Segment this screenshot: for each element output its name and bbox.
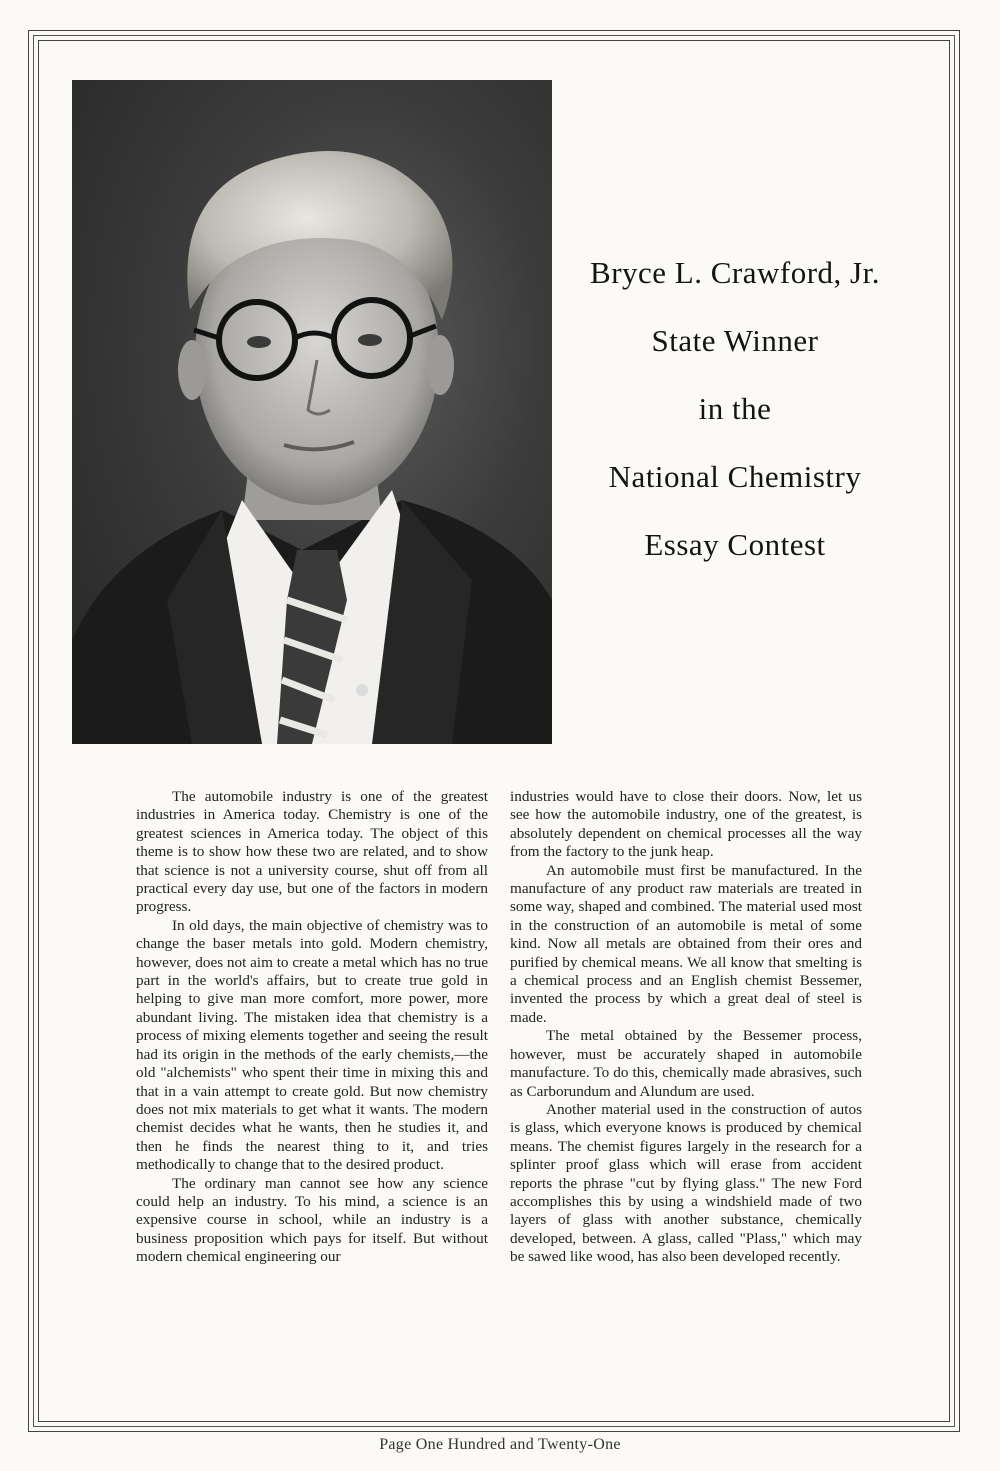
essay-paragraph: Another material used in the construction of autos is glass, which everyone knows is produced by chemical means. The chemist figures largely in the research for a splinter proof glass which will erase from accident reports the phrase "cut by flying glass." The new Ford accomplishes this by using a windshield made of two layers of glass with another substance, chemically developed, between. A glass, called "Plass," which may be sawed like wood, has also been developed recently. [510,1100,862,1266]
essay-paragraph: The ordinary man cannot see how any science could help an industry. To his mind, a science is an expensive course in school, while an industry is a business proposition which pays for itself. But without modern chemical engineering our [136,1174,488,1266]
article-heading [570,248,900,588]
essay-paragraph: An automobile must first be manufactured. In the manufacture of any product raw materials are treated in some way, shaped and combined. The material used most in the construction of an automobile is metal of some kind. Now all metals are obtained from their ores and purified by chemical means. We all know that smelting is a chemical process and an English chemist Bessemer, invented the process by which a great deal of steel is made. [510,861,862,1026]
heading-line-state-winner: State Winner [651,323,819,358]
essay-paragraph: The metal obtained by the Bessemer process, however, must be accurately shaped in automobile manufacture. To do this, chemically made abrasives, such as Carborundum and Alundum are used. [510,1027,862,1100]
heading-line-national-chemistry: National Chemistry [608,459,862,494]
essay-column-left [136,788,488,1267]
essay-paragraph: industries would have to close their doors. Now, let us see how the automobile industry, one of the greatest, is absolutely dependent on chemical processes all the way from the factory to the junk heap. [510,788,862,861]
heading-name: Bryce L. Crawford, Jr. [590,255,880,290]
essay-paragraph: The automobile industry is one of the greatest industries in America today. Chemistry is one of the greatest sciences in America today. The object of this theme is to show how these two are related, and to show that science is not a university course, shut off from all practical every day use, but one of the factors in modern progress. [136,788,488,916]
heading-line-in-the: in the [698,391,772,426]
portrait-illustration [72,80,552,744]
essay-paragraph: In old days, the main objective of chemistry was to change the baser metals into gold. Modern chemistry, however, does not aim to create a metal which has no true part in the world's affairs, but to create true gold in helping to give man more comfort, more power, more abundant living. The mistaken idea that chemistry is a process of mixing elements together and seeing the result had its origin in the methods of the early chemists,—the old "alchemists" who spent their time in mixing this and that in a vain attempt to create gold. But now chemistry does not mix materials to get what it wants. The modern chemist decides what he wants, then he studies it, and then he finds the nearest thing to it, and tries methodically to change that to the desired product. [136,916,488,1174]
page-number-footer: Page One Hundred and Twenty-One [379,1436,621,1453]
essay-column-right [510,788,862,1267]
portrait-photo [72,80,552,744]
heading-line-essay-contest: Essay Contest [644,527,826,562]
